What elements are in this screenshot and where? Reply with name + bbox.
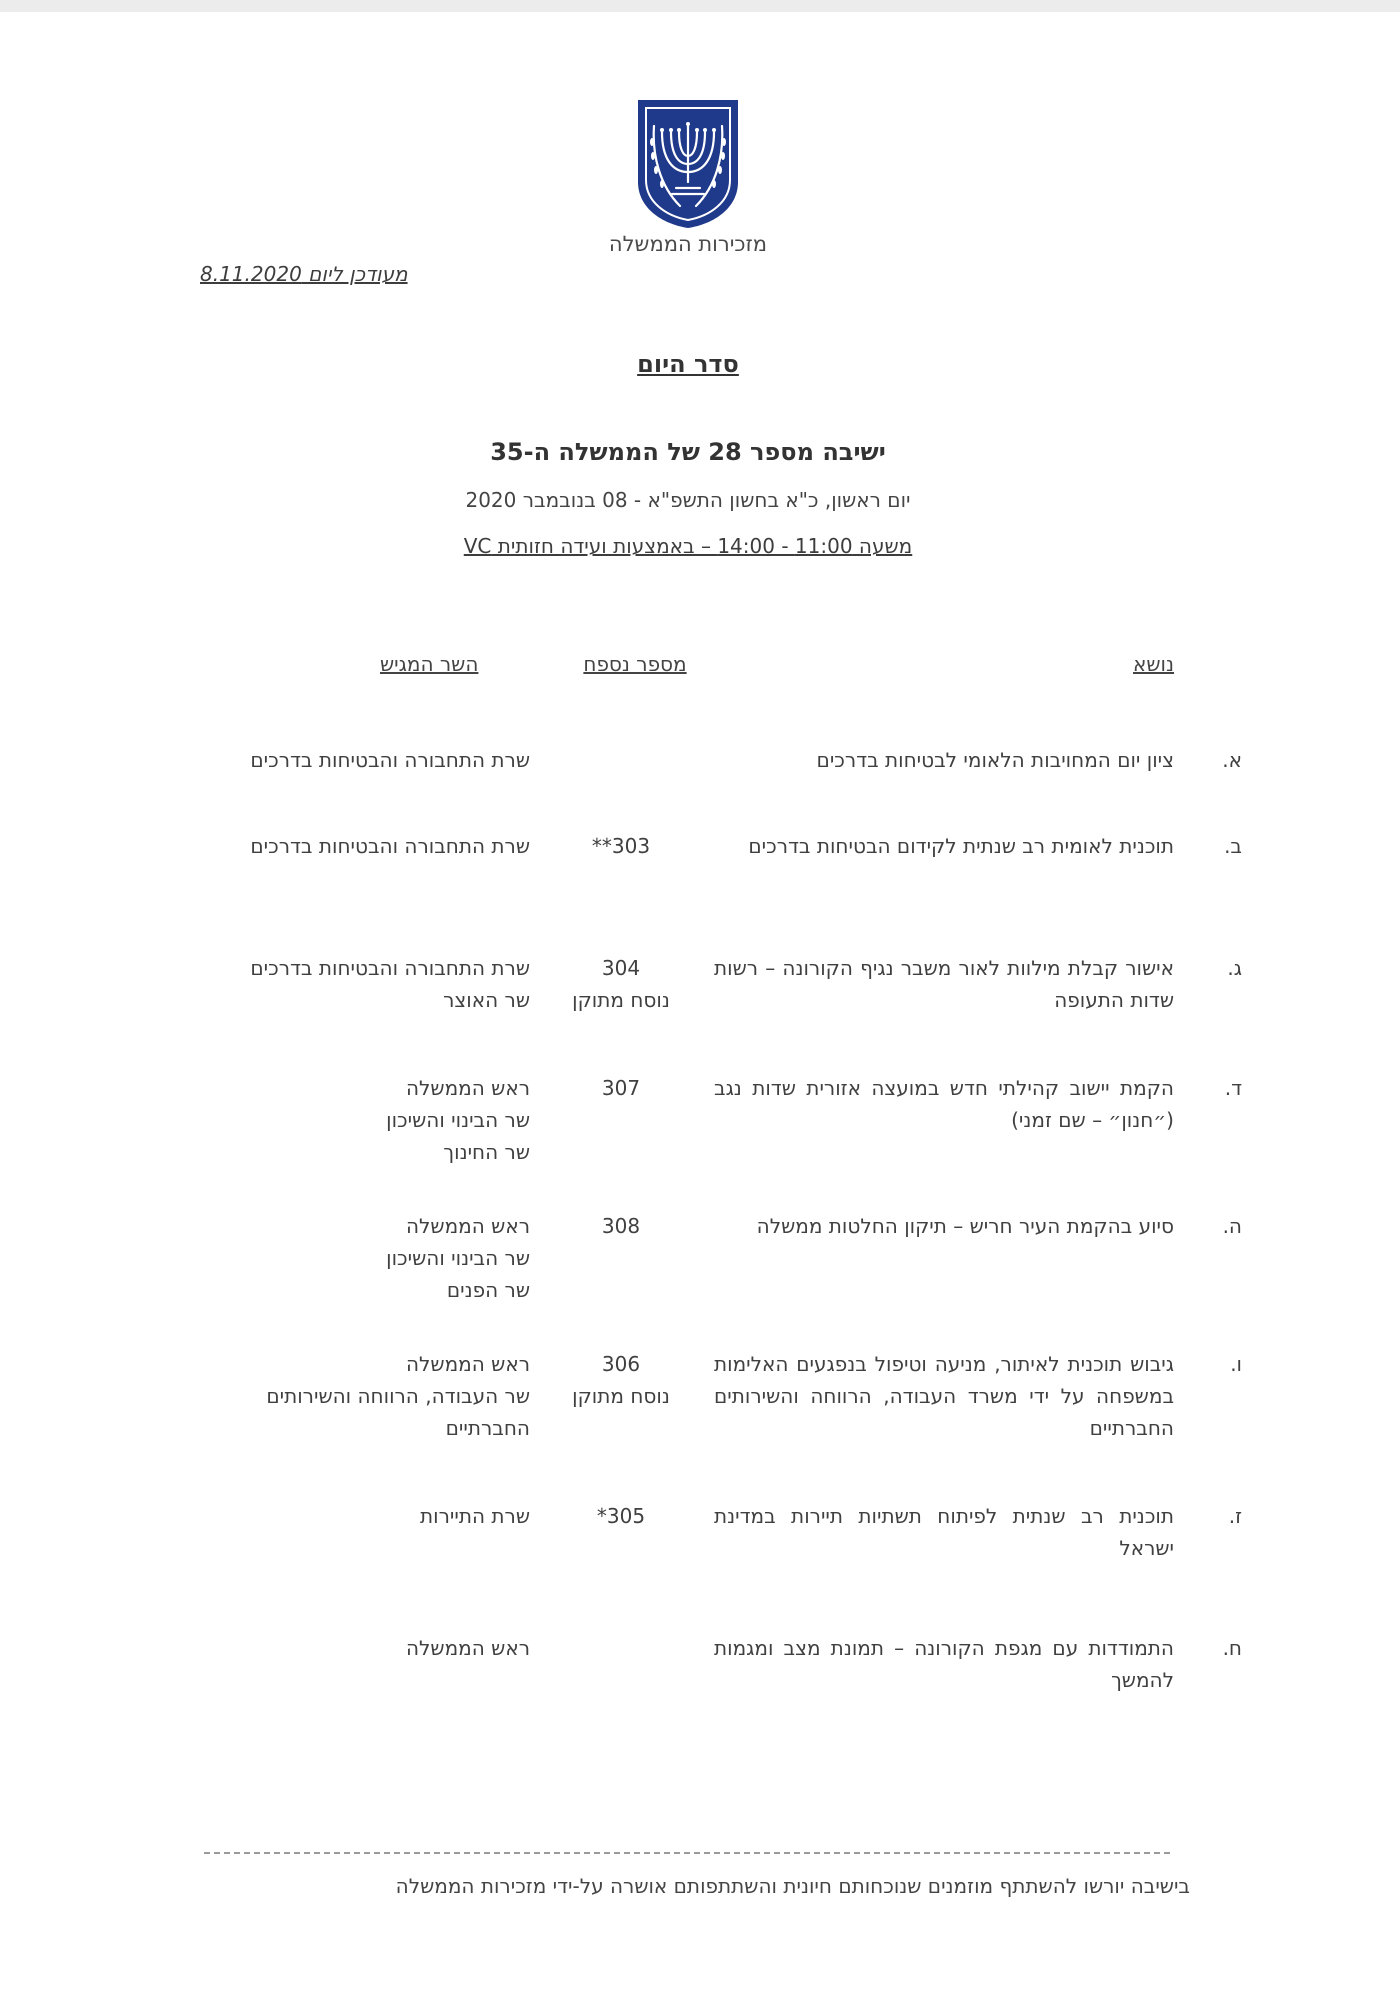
- updated-date: מעודכן ליום 8.11.2020: [200, 262, 408, 286]
- column-header-appendix: מספר נספח: [583, 652, 687, 676]
- item-minister: שר האוצר: [443, 988, 530, 1012]
- item-appendix: 306 נוסח מתוקן: [572, 1352, 670, 1408]
- column-header-subject: נושא: [1133, 652, 1174, 676]
- item-letter: ח.: [1222, 1636, 1242, 1660]
- item-minister: ראש הממשלה: [405, 1076, 530, 1100]
- item-subject: סיוע בהקמת העיר חריש – תיקון החלטות ממשלה: [756, 1214, 1174, 1238]
- item-minister: ראש הממשלה: [405, 1214, 530, 1238]
- item-ministers: [170, 1632, 530, 1664]
- page-top-strip: [0, 0, 1400, 12]
- column-header-minister: השר המגיש: [380, 652, 479, 676]
- item-minister: שרת התחבורה והבטיחות בדרכים: [250, 956, 530, 980]
- item-minister: שר העבודה, הרווחה והשירותים: [266, 1384, 530, 1408]
- item-appendix: 307: [601, 1076, 641, 1100]
- item-subject: אישור קבלת מילוות לאור משבר נגיף הקורונה – רשות שדות התעופה: [714, 956, 1174, 1012]
- meeting-date: יום ראשון, כ"א בחשון התשפ"א - 08 בנובמבר 2020: [465, 488, 911, 512]
- item-subject: תוכנית לאומית רב שנתית לקידום הבטיחות בדרכים: [748, 834, 1174, 858]
- item-minister: ראש הממשלה: [405, 1352, 530, 1376]
- item-ministers: [170, 1072, 530, 1168]
- item-letter: ו.: [1230, 1352, 1242, 1376]
- item-letter: ד.: [1224, 1076, 1242, 1100]
- item-minister: ראש הממשלה: [405, 1636, 530, 1660]
- item-letter: ה.: [1222, 1214, 1242, 1238]
- item-minister: שר החינוך: [443, 1140, 530, 1164]
- item-ministers: [170, 1210, 530, 1306]
- state-emblem-icon: [632, 96, 744, 230]
- item-appendix: 304 נוסח מתוקן: [572, 956, 670, 1012]
- item-appendix: 305*: [596, 1504, 646, 1528]
- item-ministers: [170, 952, 530, 1016]
- footnote-divider: [204, 1852, 1170, 1854]
- item-minister: שרת התחבורה והבטיחות בדרכים: [250, 834, 530, 858]
- meeting-time: משעה 11:00 - 14:00 – באמצעות ועידה חזותית VC: [463, 534, 913, 558]
- item-letter: ב.: [1224, 834, 1242, 858]
- footnote: בישיבה יורשו להשתתף מוזמנים שנוכחותם חיונית והשתתפותם אושרה על-ידי מזכירות הממשלה: [395, 1874, 1190, 1898]
- item-minister: שרת התיירות: [420, 1504, 530, 1528]
- item-appendix: 308: [601, 1214, 641, 1238]
- agenda-title: סדר היום: [637, 350, 739, 378]
- item-ministers: [170, 830, 530, 862]
- item-minister: שר הפנים: [446, 1278, 530, 1302]
- item-ministers: [170, 1500, 530, 1532]
- item-letter: א.: [1222, 748, 1242, 772]
- item-subject: התמודדות עם מגפת הקורונה – תמונת מצב ומגמות להמשך: [714, 1636, 1174, 1692]
- item-appendix: 303**: [591, 834, 651, 858]
- item-minister: שרת התחבורה והבטיחות בדרכים: [250, 748, 530, 772]
- item-minister: שר הבינוי והשיכון: [386, 1108, 530, 1132]
- item-subject: תוכנית רב שנתית לפיתוח תשתיות תיירות במדינת ישראל: [714, 1504, 1174, 1560]
- item-ministers: [170, 1348, 530, 1444]
- item-subject: ציון יום המחויבות הלאומי לבטיחות בדרכים: [816, 748, 1174, 772]
- item-letter: ג.: [1227, 956, 1242, 980]
- item-minister: החברתיים: [445, 1416, 530, 1440]
- item-subject: הקמת יישוב קהילתי חדש במועצה אזורית שדות נגב (״חנון״ – שם זמני): [714, 1076, 1174, 1132]
- office-name: מזכירות הממשלה: [608, 232, 768, 256]
- meeting-title: ישיבה מספר 28 של הממשלה ה-35: [490, 438, 886, 466]
- item-minister: שר הבינוי והשיכון: [386, 1246, 530, 1270]
- item-subject: גיבוש תוכנית לאיתור, מניעה וטיפול בנפגעים האלימות במשפחה על ידי משרד העבודה, הרווחה והשירותים החברתיים: [714, 1352, 1174, 1440]
- item-ministers: [170, 744, 530, 776]
- item-letter: ז.: [1228, 1504, 1242, 1528]
